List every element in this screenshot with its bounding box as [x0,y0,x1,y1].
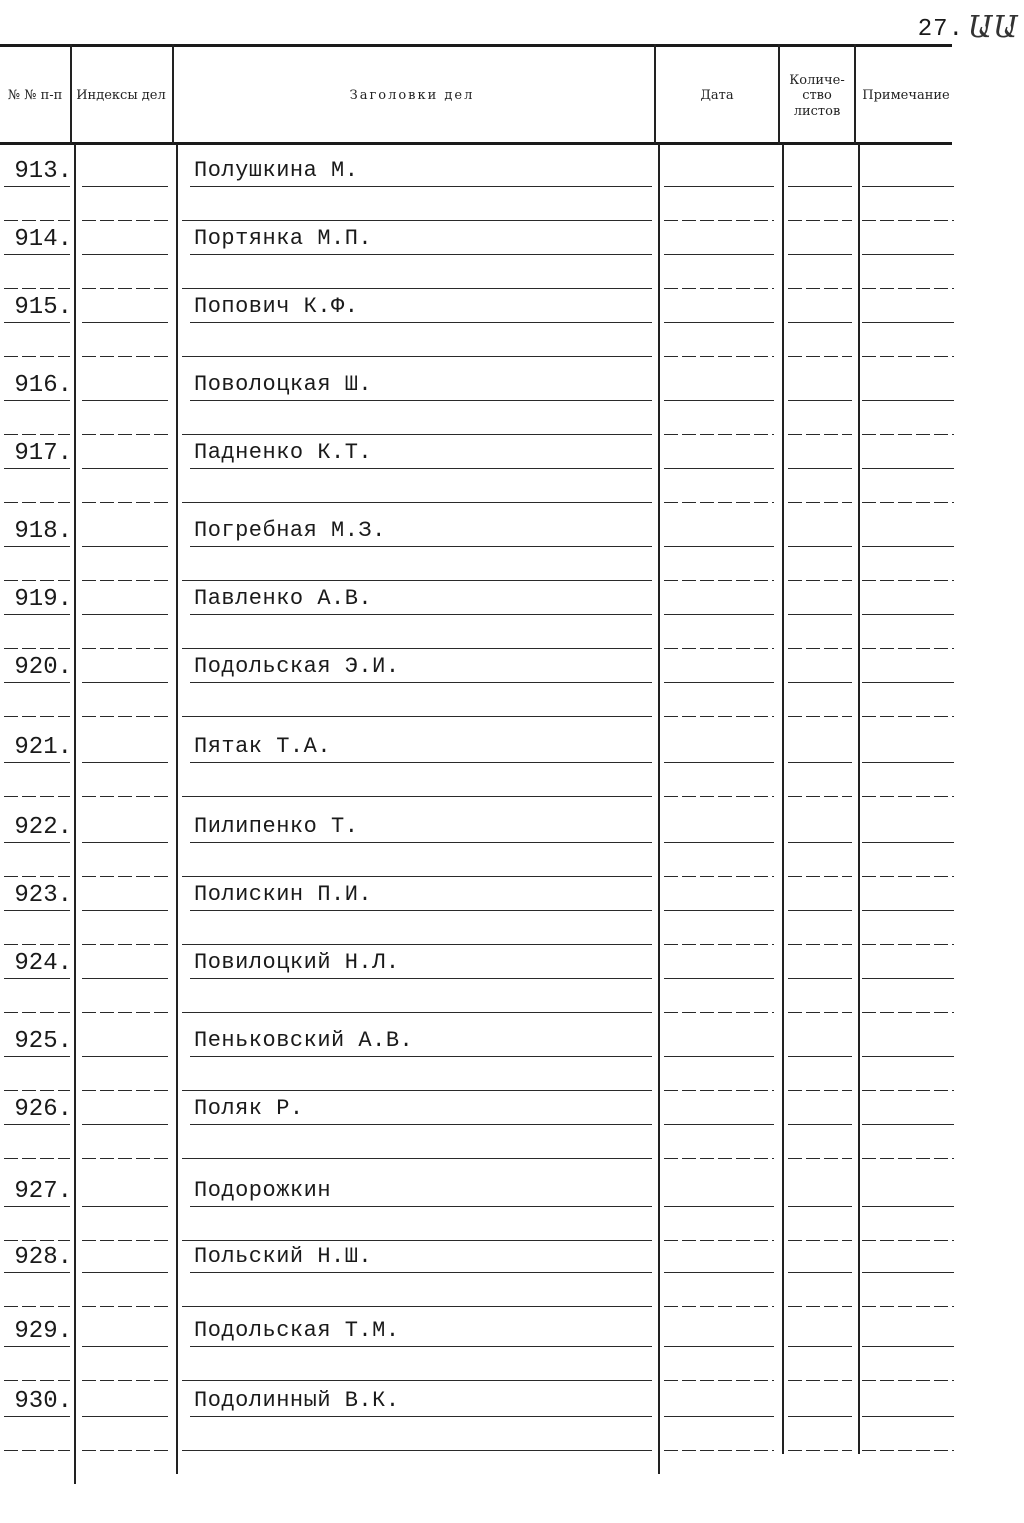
row-rule [788,876,852,877]
row-number: 913. [14,158,72,185]
row-rule [82,1380,168,1381]
row-rule [788,648,852,649]
row-rule [664,1380,774,1381]
row-rule [862,356,954,357]
row-rule [4,716,70,717]
row-title: Пилипенко Т. [194,814,359,839]
row-rule [4,356,70,357]
row-rule [862,876,954,877]
row-rule [190,1346,652,1347]
row-number: 915. [14,294,72,321]
header-divider [172,44,174,144]
row-rule [182,356,652,357]
row-rule [82,876,168,877]
row-rule [788,546,852,547]
page-number [917,10,1019,45]
row-rule [664,762,774,763]
row-rule [82,288,168,289]
row-rule [4,434,70,435]
row-rule [190,614,652,615]
header-col-notes: Примечание [862,88,950,104]
header-col-index: Индексы дел [76,88,166,104]
header-divider [854,44,856,144]
row-rule [82,1206,168,1207]
row-title: Пятак Т.А. [194,734,332,759]
row-rule [664,434,774,435]
row-rule [82,842,168,843]
header-col-date: Дата [700,88,734,104]
row-rule [190,1206,652,1207]
row-rule [862,186,954,187]
row-title: Подольская Э.И. [194,654,400,679]
row-rule [664,910,774,911]
row-rule [4,876,70,877]
row-title: Поляк Р. [194,1096,304,1121]
row-rule [182,1306,652,1307]
row-rule [4,796,70,797]
row-title: Павленко А.В. [194,586,373,611]
row-rule [788,468,852,469]
row-rule [664,1306,774,1307]
handwritten-signature: ԱԱ [968,10,1019,45]
row-rule [664,876,774,877]
header-divider [778,44,780,144]
row-rule [862,1450,954,1451]
row-number: 925. [14,1028,72,1055]
row-rule [190,322,652,323]
row-title: Пеньковский А.В. [194,1028,414,1053]
row-rule [4,682,70,683]
row-rule [82,220,168,221]
row-rule [788,1090,852,1091]
row-rule [664,978,774,979]
row-number: 918. [14,518,72,545]
row-rule [788,1012,852,1013]
row-rule [4,1272,70,1273]
row-number: 928. [14,1244,72,1271]
row-rule [182,580,652,581]
row-rule [664,796,774,797]
row-rule [182,1240,652,1241]
row-rule [664,1272,774,1273]
row-rule [862,288,954,289]
row-rule [82,468,168,469]
header-divider [70,44,72,144]
row-rule [664,288,774,289]
row-rule [664,186,774,187]
row-rule [4,1450,70,1451]
header-top-rule [0,44,952,47]
row-rule [862,944,954,945]
row-rule [4,1012,70,1013]
row-rule [664,468,774,469]
row-rule [182,876,652,877]
row-rule [182,1158,652,1159]
row-title: Подолинный В.К. [194,1388,400,1413]
row-number: 917. [14,440,72,467]
row-rule [862,648,954,649]
row-rule [862,978,954,979]
row-rule [788,716,852,717]
row-rule [788,1124,852,1125]
row-rule [190,186,652,187]
body-divider [74,144,76,1484]
row-rule [4,322,70,323]
row-rule [4,762,70,763]
row-rule [862,1306,954,1307]
row-rule [862,910,954,911]
row-rule [190,762,652,763]
row-rule [862,1240,954,1241]
row-rule [788,1416,852,1417]
row-rule [190,682,652,683]
row-rule [862,1272,954,1273]
row-rule [788,434,852,435]
row-rule [862,1090,954,1091]
row-rule [788,322,852,323]
row-rule [4,1090,70,1091]
body-divider [782,144,784,1454]
row-title: Поволоцкая Ш. [194,372,373,397]
row-title: Подольская Т.М. [194,1318,400,1343]
row-rule [190,254,652,255]
row-rule [664,614,774,615]
row-rule [182,1090,652,1091]
row-rule [4,1206,70,1207]
row-rule [82,1240,168,1241]
row-rule [4,546,70,547]
row-rule [182,502,652,503]
row-rule [4,1346,70,1347]
row-rule [4,502,70,503]
row-rule [664,944,774,945]
row-rule [190,468,652,469]
row-rule [82,1306,168,1307]
row-number: 920. [14,654,72,681]
row-rule [862,254,954,255]
row-title: Попович К.Ф. [194,294,359,319]
row-rule [4,288,70,289]
row-rule [82,796,168,797]
row-rule [788,220,852,221]
row-rule [862,400,954,401]
row-rule [862,614,954,615]
row-rule [82,1450,168,1451]
row-rule [862,1346,954,1347]
row-rule [664,1416,774,1417]
row-rule [190,1056,652,1057]
row-rule [788,1346,852,1347]
row-rule [664,580,774,581]
row-rule [788,762,852,763]
row-rule [788,978,852,979]
page-number-text: 27. [917,16,964,43]
row-title: Падненко К.Т. [194,440,373,465]
row-number: 929. [14,1318,72,1345]
row-rule [190,842,652,843]
row-rule [82,1272,168,1273]
row-rule [788,1380,852,1381]
row-rule [190,910,652,911]
row-rule [4,1380,70,1381]
row-title: Полушкина М. [194,158,359,183]
row-rule [82,910,168,911]
row-number: 916. [14,372,72,399]
row-rule [862,468,954,469]
row-rule [862,502,954,503]
header-divider [654,44,656,144]
row-rule [788,1306,852,1307]
row-rule [182,220,652,221]
row-rule [82,546,168,547]
row-rule [4,1124,70,1125]
row-rule [190,1124,652,1125]
row-rule [4,1416,70,1417]
row-rule [82,716,168,717]
row-rule [664,682,774,683]
row-rule [788,1240,852,1241]
row-rule [82,186,168,187]
row-rule [788,1272,852,1273]
row-rule [788,796,852,797]
row-rule [788,1450,852,1451]
body-divider [858,144,860,1454]
row-rule [664,1090,774,1091]
row-title: Полискин П.И. [194,882,373,907]
row-rule [664,1124,774,1125]
row-rule [664,716,774,717]
row-rule [664,254,774,255]
row-rule [664,546,774,547]
row-rule [788,842,852,843]
row-title: Польский Н.Ш. [194,1244,373,1269]
row-rule [664,1240,774,1241]
row-rule [664,1346,774,1347]
row-rule [82,1346,168,1347]
row-rule [862,682,954,683]
row-rule [788,400,852,401]
row-rule [4,944,70,945]
row-rule [4,220,70,221]
row-rule [4,648,70,649]
row-rule [862,762,954,763]
row-rule [4,1306,70,1307]
row-rule [82,648,168,649]
row-rule [82,944,168,945]
row-rule [664,1012,774,1013]
row-rule [664,1056,774,1057]
header-col-num: № № п-п [7,88,63,104]
row-rule [182,648,652,649]
row-rule [182,1012,652,1013]
row-rule [82,1056,168,1057]
row-rule [788,682,852,683]
row-rule [862,1206,954,1207]
row-rule [788,1158,852,1159]
row-rule [664,220,774,221]
row-number: 922. [14,814,72,841]
row-rule [4,1158,70,1159]
row-rule [4,580,70,581]
row-rule [788,288,852,289]
row-number: 923. [14,882,72,909]
row-title: Погребная М.З. [194,518,386,543]
row-rule [182,288,652,289]
row-rule [82,1012,168,1013]
row-rule [4,910,70,911]
row-rule [82,580,168,581]
row-rule [4,468,70,469]
row-rule [788,254,852,255]
row-rule [4,186,70,187]
row-rule [862,1380,954,1381]
row-rule [182,1450,652,1451]
row-rule [82,1090,168,1091]
row-rule [788,614,852,615]
row-rule [862,546,954,547]
row-rule [664,502,774,503]
row-rule [664,400,774,401]
row-number: 926. [14,1096,72,1123]
row-rule [664,648,774,649]
row-rule [82,978,168,979]
row-rule [190,1272,652,1273]
row-rule [4,978,70,979]
row-number: 919. [14,586,72,613]
row-rule [182,434,652,435]
row-rule [788,356,852,357]
row-rule [664,1158,774,1159]
row-rule [190,546,652,547]
row-rule [788,1056,852,1057]
row-title: Портянка М.П. [194,226,373,251]
row-rule [190,978,652,979]
row-rule [788,910,852,911]
row-rule [664,1206,774,1207]
row-rule [862,716,954,717]
row-rule [862,434,954,435]
row-rule [82,400,168,401]
row-rule [82,1416,168,1417]
row-rule [82,762,168,763]
row-number: 927. [14,1178,72,1205]
row-rule [82,502,168,503]
row-rule [862,220,954,221]
row-rule [82,356,168,357]
row-rule [788,1206,852,1207]
row-rule [788,186,852,187]
row-rule [664,1450,774,1451]
row-rule [862,1416,954,1417]
row-rule [190,400,652,401]
row-rule [82,614,168,615]
header-col-sheets: Количе- ство листов [789,72,845,119]
row-rule [82,1158,168,1159]
row-number: 914. [14,226,72,253]
row-rule [82,434,168,435]
header-col-title: Заголовки дел [349,88,475,104]
row-rule [182,1380,652,1381]
row-rule [862,580,954,581]
row-rule [82,322,168,323]
row-number: 924. [14,950,72,977]
row-rule [664,322,774,323]
row-rule [4,1056,70,1057]
row-rule [190,1416,652,1417]
row-rule [4,400,70,401]
row-rule [788,944,852,945]
row-rule [4,614,70,615]
row-rule [862,1124,954,1125]
row-title: Повилоцкий Н.Л. [194,950,400,975]
row-number: 930. [14,1388,72,1415]
header-bottom-rule [0,142,952,145]
row-rule [788,502,852,503]
row-rule [862,1158,954,1159]
row-rule [82,682,168,683]
row-rule [788,580,852,581]
row-rule [82,254,168,255]
row-rule [862,1056,954,1057]
row-rule [182,716,652,717]
row-title: Подорожкин [194,1178,332,1203]
body-divider [658,144,660,1474]
row-rule [664,356,774,357]
row-rule [862,796,954,797]
row-rule [182,944,652,945]
body-divider [176,144,178,1474]
row-rule [4,842,70,843]
row-rule [4,254,70,255]
row-rule [664,842,774,843]
row-rule [4,1240,70,1241]
row-rule [82,1124,168,1125]
row-rule [862,1012,954,1013]
row-number: 921. [14,734,72,761]
row-rule [862,322,954,323]
row-rule [862,842,954,843]
row-rule [182,796,652,797]
